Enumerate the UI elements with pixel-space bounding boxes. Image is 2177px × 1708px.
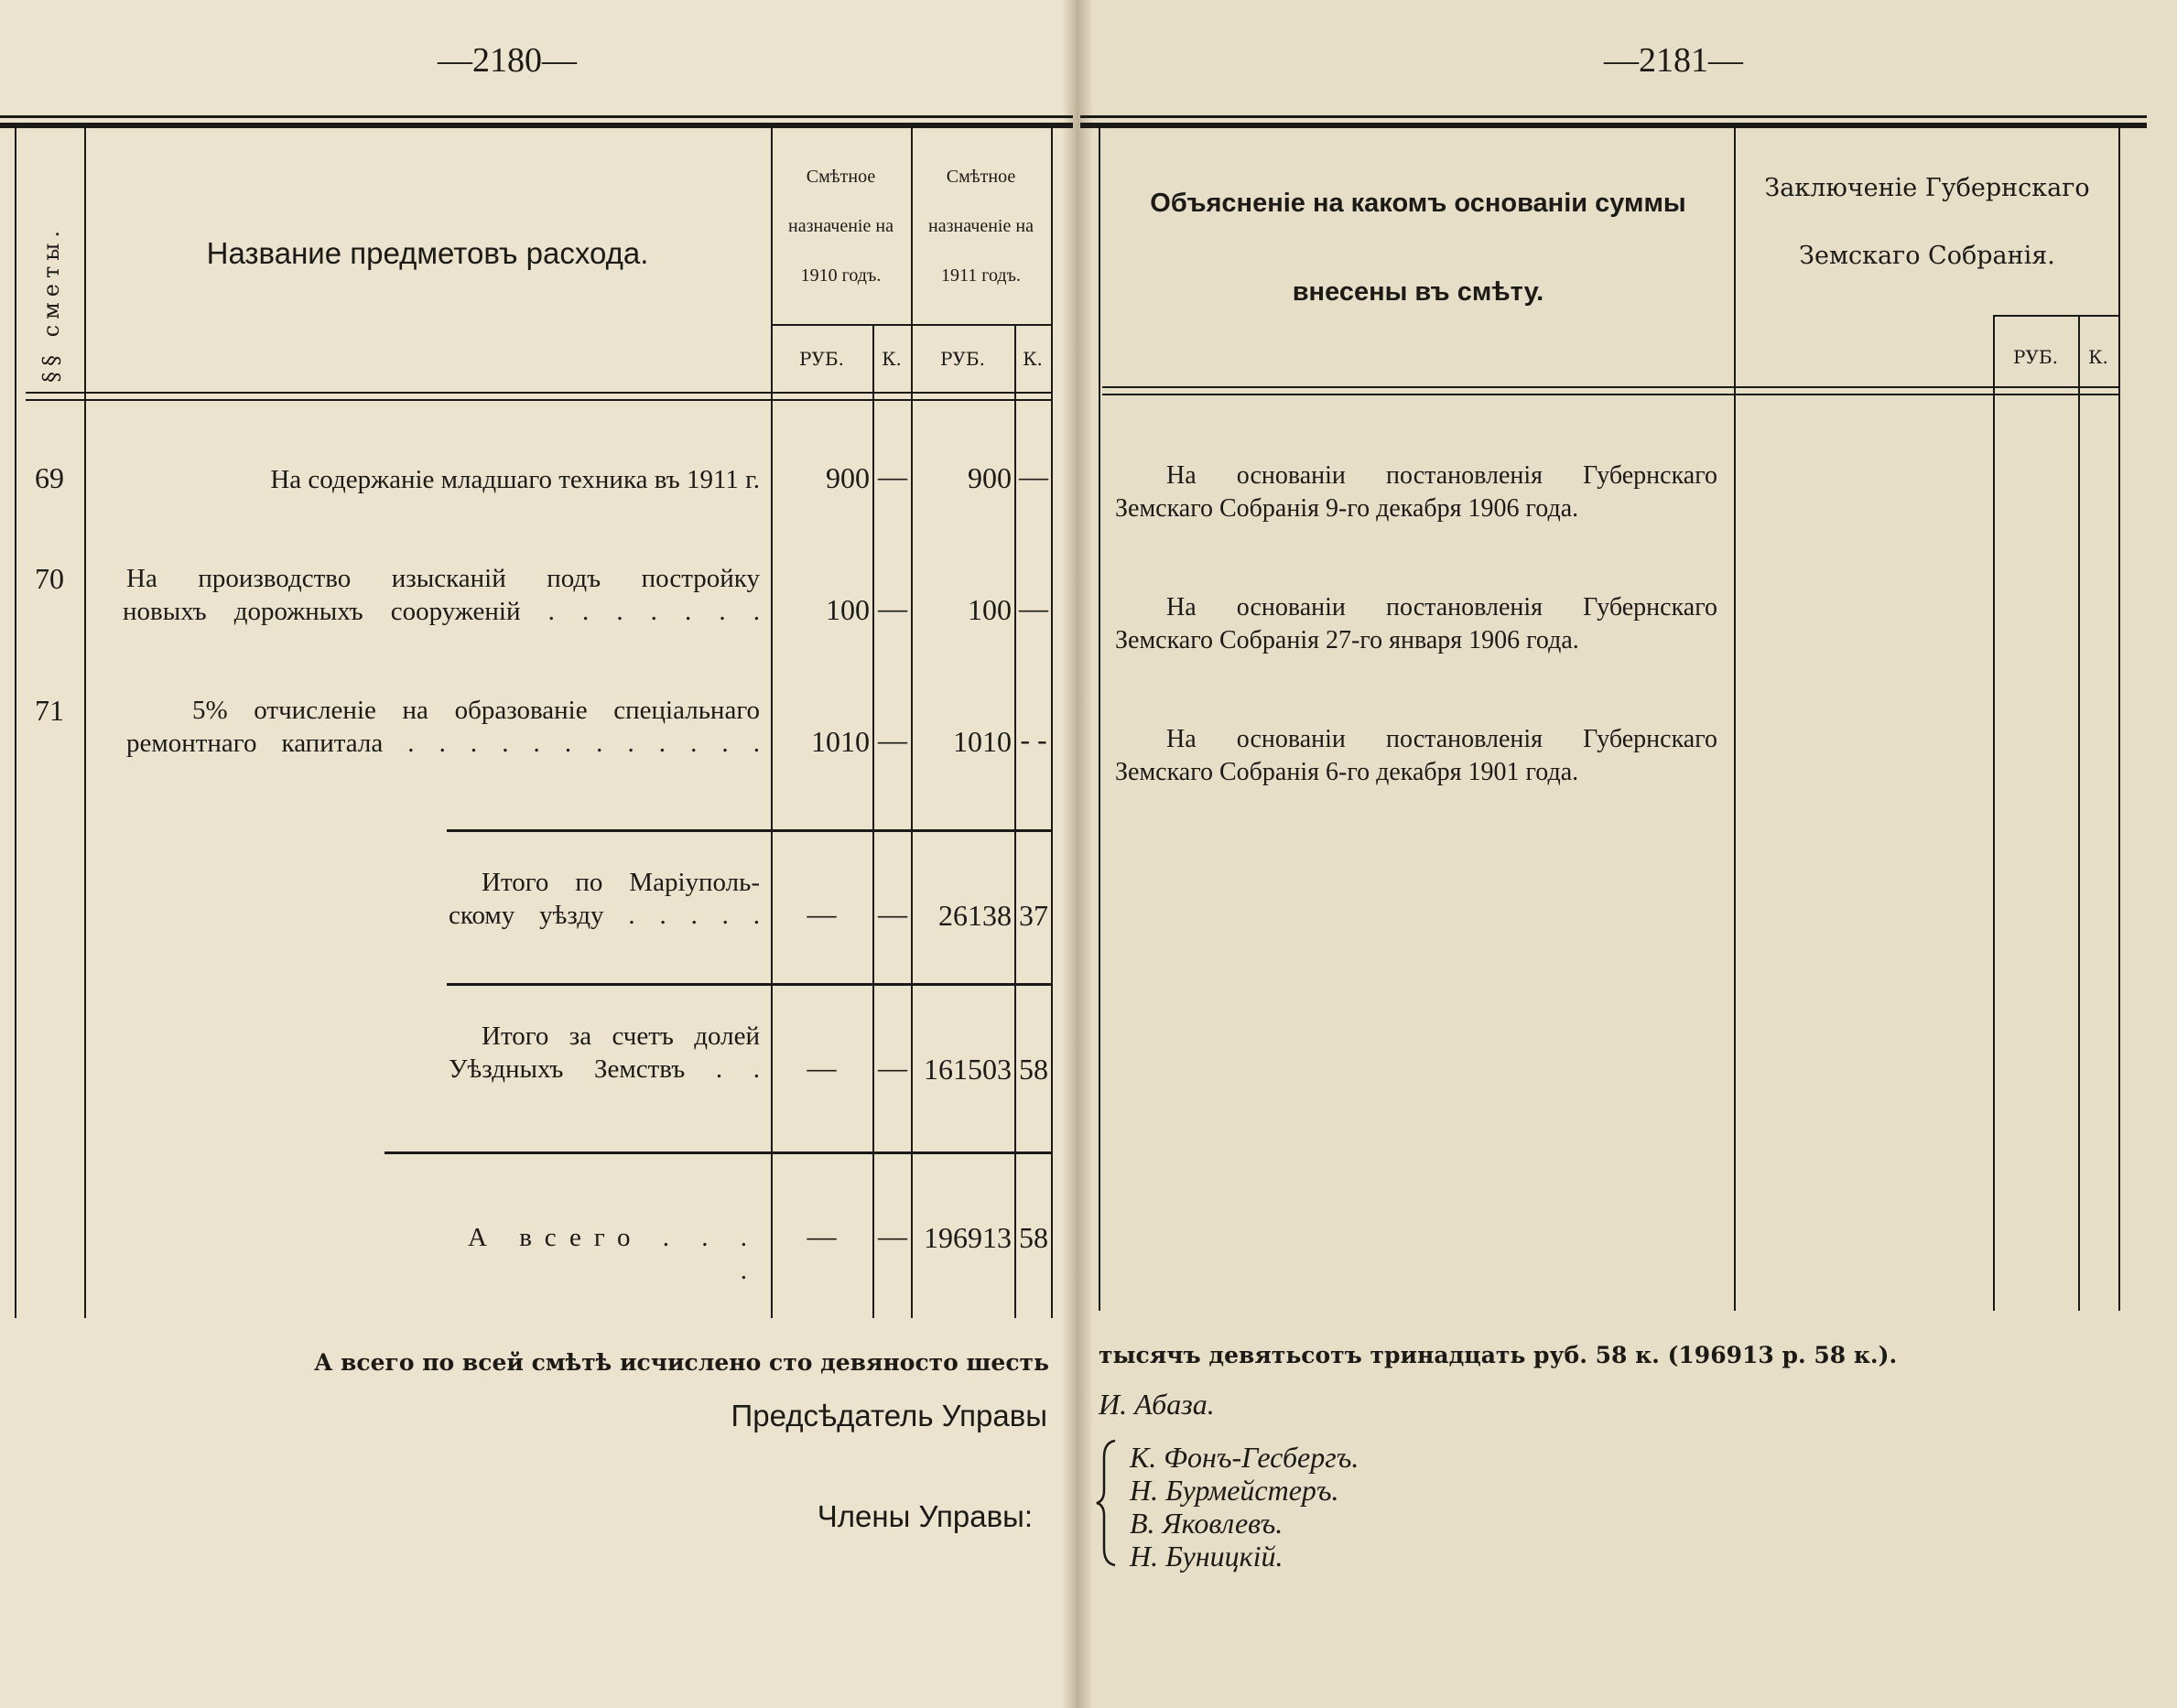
right-page-number: —2181— (1604, 41, 1743, 80)
right-border (1051, 128, 1053, 1318)
row-70-rub-1911: 100 (968, 593, 1012, 626)
col-divider-1910 (911, 128, 913, 1318)
left-top-rule (0, 115, 1073, 118)
left-page-number: —2180— (438, 41, 577, 80)
explanation-row-71: На основаніи постановленія Губернскаго Земскаго Собранія 6-го декабря 1901 года. (1115, 725, 1717, 786)
header-bottom-rule-2 (26, 399, 1053, 401)
conclusion-header: Заключеніе Губернскаго Земскаго Собранія. (1764, 174, 2090, 270)
total-uezd-kop-1910: — (878, 1051, 907, 1084)
row-71-kop-1910: — (878, 723, 907, 756)
member-signature: Н. Буницкій. (1130, 1540, 1283, 1573)
right-top-rule (1080, 115, 2147, 118)
header-1911: Смѣтное назначеніе на 1911 годъ. (928, 167, 1034, 286)
explanation-header: Объясненіе на какомъ основаніи суммы внесены въ смѣту. (1150, 189, 1686, 307)
members-label: Члены Управы: (817, 1499, 1033, 1533)
members-signatures (1130, 1441, 1359, 1573)
section-number-70: 70 (35, 562, 64, 595)
right-col-divider (1734, 128, 1736, 1311)
kop-1910-header: К. (882, 348, 902, 370)
grand-total-kop-1910: — (878, 1219, 907, 1252)
total-mariupol-kop-1911: 37 (1019, 899, 1048, 932)
left-border (15, 128, 16, 1318)
rub-1911-header: РУБ. (940, 348, 985, 370)
members-brace (1095, 1439, 1119, 1567)
row-69-rub-1911: 900 (968, 461, 1012, 494)
row-70-kop-1910: — (878, 591, 907, 624)
summary-text-left: А всего по всей смѣтѣ исчислено сто девяносто шесть (313, 1349, 1049, 1376)
summary-text-right: тысячъ девятьсотъ тринадцать руб. 58 к. (196913 р. 58 к.). (1099, 1342, 1898, 1368)
row-69-kop-1910: — (878, 459, 907, 492)
right-kop-divider (2078, 317, 2080, 1311)
book-gutter (1062, 0, 1093, 1708)
grand-total-rub-1910: — (807, 1219, 837, 1252)
row-71-rub-1911: 1010 (953, 725, 1012, 758)
right-top-rule-thick (1080, 123, 2147, 128)
grand-total-kop-1911: 58 (1019, 1221, 1048, 1254)
col-divider-kop-1910 (872, 326, 874, 1318)
rub-kop-rule (771, 324, 1053, 326)
total-1-rule (447, 829, 1051, 832)
row-71-rub-1910: 1010 (811, 725, 870, 758)
total-mariupol-kop-1910: — (878, 897, 907, 930)
rub-1910-header: РУБ. (799, 348, 844, 370)
chairman-label: Предсѣдатель Управы (731, 1399, 1047, 1432)
col-divider-section (84, 128, 86, 1318)
total-uezd-rub-1911: 161503 (924, 1053, 1012, 1086)
total-2-rule (447, 983, 1051, 986)
row-70-kop-1911: — (1019, 591, 1048, 624)
section-number-69: 69 (35, 461, 64, 494)
member-signature: Н. Бурмейстеръ. (1130, 1474, 1339, 1507)
right-rub-divider (1993, 317, 1995, 1311)
member-signature: В. Яковлевъ. (1130, 1507, 1283, 1540)
right-rub-kop-rule (1993, 315, 2118, 317)
total-3-rule (384, 1151, 1051, 1154)
section-number-71: 71 (35, 694, 64, 727)
member-signature: К. Фонъ-Гесбергъ. (1130, 1441, 1359, 1474)
right-header-bottom-rule-2 (1102, 394, 2118, 395)
right-kop-header: К. (2088, 346, 2108, 368)
grand-total-label: А всего . . . . (468, 1223, 760, 1285)
row-69-rub-1910: 900 (826, 461, 870, 494)
total-uezd-kop-1911: 58 (1019, 1053, 1048, 1086)
right-header-bottom-rule (1102, 386, 2118, 388)
row-71-kop-1911: - - (1020, 723, 1047, 756)
row-69-name: На содержаніе младшаго техника въ 1911 г. (270, 465, 760, 494)
grand-total-rub-1911: 196913 (924, 1221, 1012, 1254)
header-1910: Смѣтное назначеніе на 1910 годъ. (788, 167, 894, 286)
total-uezd-rub-1910: — (807, 1051, 837, 1084)
total-mariupol-rub-1910: — (807, 897, 837, 930)
total-mariupol-label: Итого по Маріуполь- скому уѣзду . . . . . (449, 868, 760, 930)
col-divider-name (771, 128, 773, 1318)
total-uezd-label: Итого за счетъ долей Уѣздныхъ Земствъ . . (449, 1022, 760, 1084)
right-rub-header: РУБ. (2013, 346, 2058, 368)
explanation-row-70: На основаніи постановленія Губернскаго Земскаго Собранія 27-го января 1906 года. (1115, 593, 1717, 654)
explanation-row-69: На основаніи постановленія Губернскаго Земскаго Собранія 9-го декабря 1906 года. (1115, 461, 1717, 523)
right-right-border (2118, 128, 2120, 1311)
chairman-signature: И. Абаза. (1099, 1388, 1215, 1421)
row-70-rub-1910: 100 (826, 593, 870, 626)
name-col-header: Название предметовъ расхода. (206, 236, 649, 270)
right-left-border (1099, 128, 1100, 1311)
total-mariupol-rub-1911: 26138 (938, 899, 1012, 932)
section-col-header: §§ сметы. (38, 225, 64, 383)
kop-1911-header: К. (1023, 348, 1043, 370)
header-bottom-rule (26, 392, 1053, 394)
row-69-kop-1911: — (1019, 459, 1048, 492)
row-71-name: 5% отчисленіе на образованіе спеціальнаго ремонтнаго капитала . . . . . . . . . . . . (126, 696, 760, 758)
row-70-name: На производство изысканій подъ постройку новыхъ дорожныхъ сооруженій . . . . . . . (123, 564, 760, 626)
